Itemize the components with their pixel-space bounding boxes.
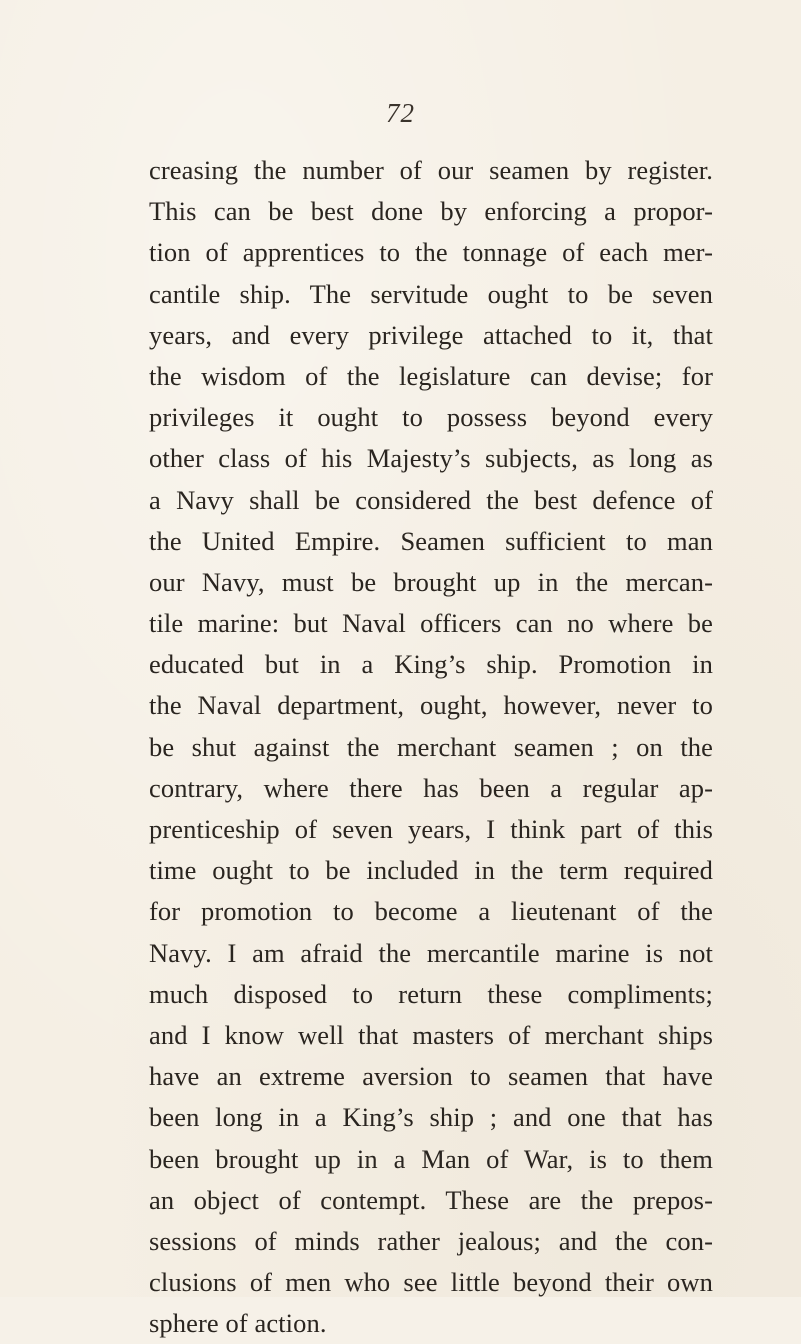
text-line: tile marine: but Naval officers can no where be xyxy=(149,608,713,639)
text-line: educated but in a King’s ship. Promotion in xyxy=(149,649,713,680)
text-line: and I know well that masters of merchant ships xyxy=(149,1019,713,1050)
text-line: time ought to be included in the term required xyxy=(149,855,713,886)
text-line: the Naval department, ought, however, never to xyxy=(149,690,713,721)
text-line: sphere of action. xyxy=(149,1308,327,1339)
text-line: sessions of minds rather jealous; and the con- xyxy=(149,1225,713,1256)
text-line: This can be best done by enforcing a propor- xyxy=(149,196,713,227)
text-line: prenticeship of seven years, I think part of this xyxy=(149,814,713,844)
text-line: clusions of men who see little beyond their own xyxy=(149,1267,713,1298)
text-line: Navy. I am afraid the mercantile marine is not xyxy=(149,937,713,968)
page-number: 72 xyxy=(386,98,415,128)
text-line: tion of apprentices to the tonnage of each mer- xyxy=(149,237,713,268)
text-line: privileges it ought to possess beyond every xyxy=(149,402,713,433)
text-line: years, and every privilege attached to it, that xyxy=(149,319,713,350)
text-line: the United Empire. Seamen sufficient to man xyxy=(149,525,713,556)
text-line: for promotion to become a lieutenant of the xyxy=(149,896,713,927)
body-text xyxy=(149,150,713,1344)
text-line: been brought up in a Man of War, is to them xyxy=(149,1143,713,1174)
text-line: creasing the number of our seamen by register. xyxy=(149,155,713,185)
text-line: the wisdom of the legislature can devise; for xyxy=(149,360,713,391)
text-line: have an extreme aversion to seamen that have xyxy=(149,1061,713,1092)
text-line: contrary, where there has been a regular ap- xyxy=(149,772,713,803)
text-line: our Navy, must be brought up in the mercan- xyxy=(149,566,713,597)
text-line: a Navy shall be considered the best defence of xyxy=(149,484,713,515)
text-line: an object of contempt. These are the prepos- xyxy=(149,1184,713,1215)
text-line: cantile ship. The servitude ought to be seven xyxy=(149,278,713,309)
text-line: much disposed to return these compliments; xyxy=(149,978,713,1009)
text-line: be shut against the merchant seamen ; on the xyxy=(149,731,713,762)
text-line: been long in a King’s ship ; and one that has xyxy=(149,1102,713,1133)
text-line: other class of his Majesty’s subjects, as long as xyxy=(149,443,713,474)
